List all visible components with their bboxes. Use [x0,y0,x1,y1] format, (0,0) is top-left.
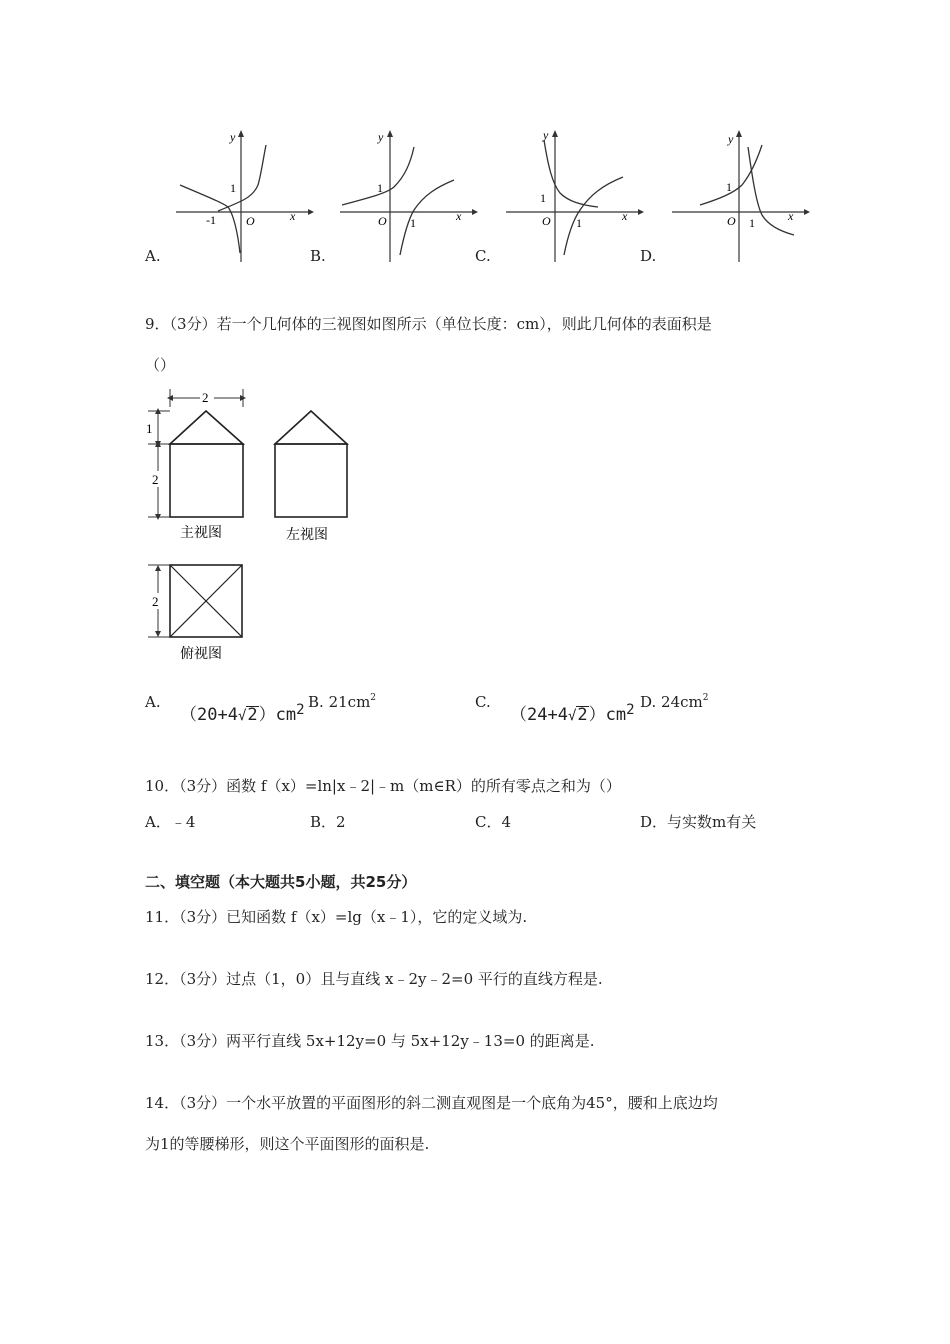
q9-option-a-value: $(20+4√2)cm^2$ [180,702,305,725]
q9-option-a-radicand: 2 [247,705,258,725]
origin-label: O [246,214,255,228]
graph-option-d [664,125,814,265]
y-axis-label: y [543,128,549,142]
three-view-figure [140,385,370,675]
q9-option-c-value: $(24+4√2)cm^2$ [510,702,635,725]
tick-label: 1 [749,216,755,230]
q9-option-c-pre: （24+4 [510,705,568,725]
q9-option-c-unit: ）cm [588,705,627,725]
question-12: 12．（3分）过点（1，0）且与直线 x﹣2y﹣2=0 平行的直线方程是. [145,970,603,988]
option-c-label: C. [475,247,491,265]
q9-option-d-value: 24cm [661,693,703,711]
tick-label: 1 [540,191,546,205]
q9-option-c-radicand: 2 [577,705,588,725]
q9-option-d [640,693,709,711]
y-axis-label: y [230,130,236,144]
option-a-label: A. [145,247,161,265]
top-view-label: 俯视图 [180,647,222,662]
graph-option-b [332,125,482,265]
dimension-label: 2 [202,390,209,405]
x-axis-label: x [290,209,296,223]
tick-label: 1 [377,181,383,195]
question-9-blank: （） [145,356,176,374]
q10-option-b: B．2 [310,813,346,831]
q10-option-d: D．与实数m有关 [640,813,757,831]
dimension-label: 2 [152,594,159,609]
left-view-label: 左视图 [286,528,328,543]
q9-option-a-label: A. [145,693,161,711]
origin-label: O [542,214,551,228]
tick-label: 1 [410,216,416,230]
dimension-label: 1 [146,421,153,436]
question-14-line-2: 为1的等腰梯形，则这个平面图形的面积是. [145,1135,430,1153]
tick-label: -1 [206,213,216,227]
dimension-label: 2 [152,472,159,487]
x-axis-label: x [788,209,794,223]
q9-option-b-label: B. [308,693,324,711]
tick-label: 1 [230,181,236,195]
q9-option-c-exponent: 2 [626,702,635,718]
front-view-label: 主视图 [180,526,222,541]
y-axis-label: y [378,130,384,144]
x-axis-label: x [456,209,462,223]
question-10-stem: 10．（3分）函数 f（x）=ln|x﹣2|﹣m（m∈R）的所有零点之和为（） [145,777,621,795]
q9-option-a-exponent: 2 [296,702,305,718]
q9-option-b-exponent: 2 [370,693,377,703]
tick-label: 1 [576,216,582,230]
x-axis-label: x [622,209,628,223]
q9-option-c-label: C. [475,693,491,711]
q9-option-d-label: D. [640,693,657,711]
q9-option-d-exponent: 2 [702,693,709,703]
q9-option-b-value: 21cm [328,693,371,711]
graph-option-a [168,125,318,265]
origin-label: O [727,214,736,228]
tick-label: 1 [726,180,732,194]
q9-option-a-unit: ）cm [258,705,297,725]
question-14-line-1: 14．（3分）一个水平放置的平面图形的斜二测直观图是一个底角为45°，腰和上底边均 [145,1094,718,1112]
q10-option-c: C．4 [475,813,512,831]
graph-option-c [498,125,648,265]
option-d-label: D. [640,247,657,265]
option-b-label: B. [310,247,326,265]
origin-label: O [378,214,387,228]
question-9-stem: 9．（3分）若一个几何体的三视图如图所示（单位长度：cm），则此几何体的表面积是 [145,315,712,333]
question-11: 11．（3分）已知函数 f（x）=lg（x﹣1），它的定义域为. [145,908,528,926]
y-axis-label: y [728,132,734,146]
q9-option-a-pre: （20+4 [180,705,238,725]
section-heading: 二、填空题（本大题共5小题，共25分） [145,873,417,891]
q10-option-a: A．﹣4 [145,813,196,831]
question-13: 13．（3分）两平行直线 5x+12y=0 与 5x+12y﹣13=0 的距离是. [145,1032,595,1050]
q9-option-b [308,693,376,711]
